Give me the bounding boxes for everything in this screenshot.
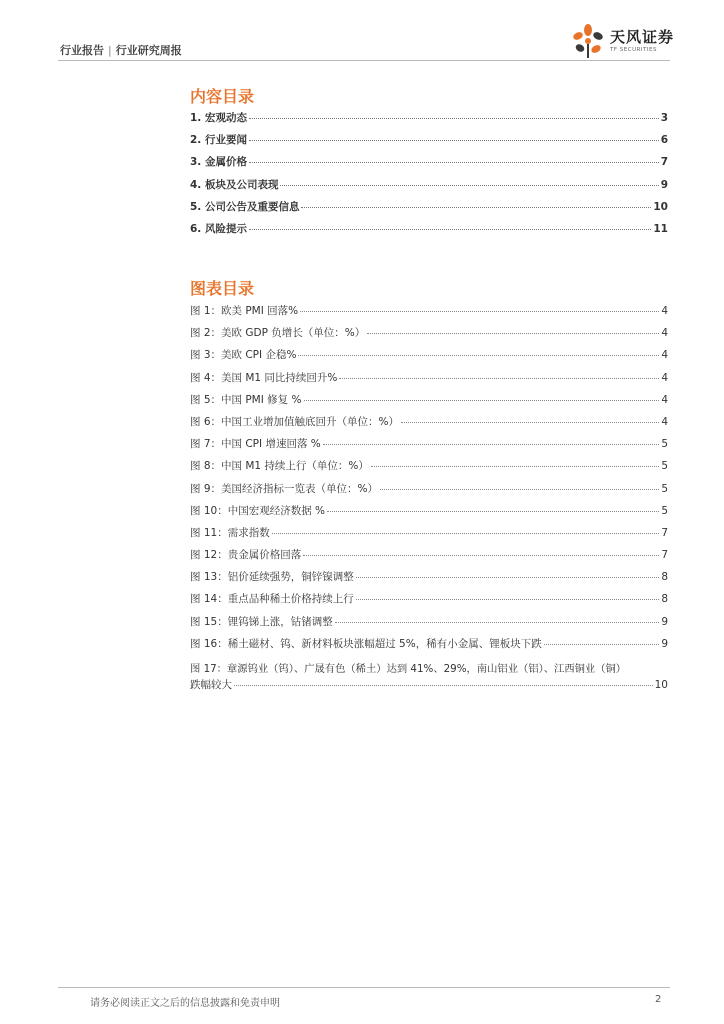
entry-label: 图 5：中国 PMI 修复 % [190, 393, 302, 406]
table-of-contents [190, 110, 668, 243]
dot-leader [249, 229, 651, 230]
entry-page-number: 5 [661, 438, 668, 451]
entry-label: 4. 板块及公司表现 [190, 178, 279, 191]
entry-label: 3. 金属价格 [190, 156, 247, 169]
entry-page-number: 4 [661, 305, 668, 317]
entry-page-number: 10 [654, 679, 668, 691]
entry-page-number: 9 [661, 637, 668, 650]
entry-label: 图 8：中国 M1 持续上行（单位：%） [190, 460, 369, 473]
entry-label: 5. 公司公告及重要信息 [190, 200, 300, 213]
entry-label: 图 10：中国宏观经济数据 % [190, 504, 326, 517]
figure-entry[interactable] [190, 436, 668, 458]
figure-entry[interactable] [190, 481, 668, 503]
entry-page-number: 5 [661, 482, 668, 495]
entry-page-number: 7 [661, 549, 668, 562]
entry-label: 图 16：稀土磁材、钨、新材料板块涨幅超过 5%，稀有小金属、锂板块下跌 [190, 637, 542, 650]
entry-label: 2. 行业要闻 [190, 134, 247, 147]
entry-label-line2: 跌幅较大 [190, 679, 232, 691]
toc-entry[interactable] [190, 221, 668, 243]
toc-entry[interactable] [190, 110, 668, 132]
header-separator: | [108, 44, 112, 57]
entry-label: 图 15：锂钨锑上涨，钴锗调整 [190, 615, 333, 628]
dot-leader [323, 444, 660, 445]
entry-label: 图 4：美国 M1 同比持续回升% [190, 371, 338, 384]
toc-entry[interactable] [190, 177, 668, 199]
toc-entry[interactable] [190, 154, 668, 176]
entry-label: 图 9：美国经济指标一览表（单位：%） [190, 482, 378, 495]
entry-page-number: 10 [653, 200, 668, 213]
toc-title: 内容目录 [190, 87, 255, 106]
dot-leader [356, 599, 660, 600]
figure-entry[interactable] [190, 303, 668, 325]
figure-entry[interactable] [190, 414, 668, 436]
entry-page-number: 4 [661, 349, 668, 362]
header-breadcrumb [60, 42, 182, 58]
figure-entry[interactable] [190, 458, 668, 480]
figure-entry[interactable] [190, 636, 668, 658]
entry-page-number: 3 [660, 112, 668, 124]
entry-label: 图 3：美欧 CPI 企稳% [190, 349, 297, 362]
dot-leader [300, 311, 659, 312]
figure-entry[interactable] [190, 370, 668, 392]
figure-entry[interactable] [190, 547, 668, 569]
entry-label: 图 1：欧美 PMI 回落% [190, 305, 299, 317]
entry-label: 图 13：铝价延续强势，铜锌镍调整 [190, 571, 354, 584]
footer-disclaimer: 请务必阅读正文之后的信息披露和免责申明 [90, 998, 280, 1009]
dot-leader [371, 466, 659, 467]
toc-entry[interactable] [190, 132, 668, 154]
entry-page-number: 9 [661, 615, 668, 628]
header-report-type: 行业研究周报 [115, 44, 182, 57]
entry-page-number: 8 [661, 593, 668, 606]
figure-entry[interactable] [190, 614, 668, 636]
entry-page-number: 7 [661, 526, 668, 539]
dot-leader [356, 577, 660, 578]
footer-divider [58, 987, 670, 988]
entry-page-number: 8 [661, 571, 668, 584]
toc-entry[interactable] [190, 199, 668, 221]
entry-label: 图 11：需求指数 [190, 526, 270, 539]
figure-entry[interactable] [190, 503, 668, 525]
dot-leader [304, 400, 660, 401]
flower-logo-icon [568, 22, 608, 60]
dot-leader [272, 533, 660, 534]
figure-entry[interactable] [190, 325, 668, 347]
dot-leader [234, 685, 653, 686]
figure-entry[interactable] [190, 569, 668, 591]
figure-entry[interactable] [190, 591, 668, 613]
entry-page-number: 7 [660, 156, 668, 169]
logo-text-en: TF SECURITIES [610, 47, 657, 53]
entry-page-number: 4 [661, 393, 668, 406]
dot-leader [544, 644, 660, 645]
entry-label: 图 14：重点品种稀土价格持续上行 [190, 593, 354, 606]
entry-label: 图 17：章源钨业（钨）、广晟有色（稀土）达到 41%、29%，南山铝业（铝）、江西铜业（铜） [190, 663, 627, 675]
header-category: 行业报告 [60, 44, 104, 57]
dot-leader [280, 185, 658, 186]
entry-page-number: 4 [661, 371, 668, 384]
figures-title: 图表目录 [190, 279, 255, 298]
figure-entry[interactable] [190, 392, 668, 414]
dot-leader [401, 422, 659, 423]
header-divider [58, 60, 670, 61]
entry-page-number: 5 [661, 460, 668, 473]
entry-page-number: 4 [661, 327, 668, 340]
page-header [0, 0, 724, 64]
entry-page-number: 6 [660, 134, 668, 147]
entry-label: 6. 风险提示 [190, 222, 247, 235]
figure-entry[interactable] [190, 661, 668, 693]
entry-label: 图 2：美欧 GDP 负增长（单位：%） [190, 327, 366, 340]
dot-leader [249, 140, 659, 141]
entry-label-continued [190, 677, 668, 693]
page-number: 2 [655, 994, 662, 1005]
entry-label: 1. 宏观动态 [190, 112, 247, 124]
figure-entry[interactable] [190, 525, 668, 547]
dot-leader [380, 489, 659, 490]
entry-page-number: 5 [661, 504, 668, 517]
dot-leader [249, 118, 659, 119]
dot-leader [301, 207, 651, 208]
dot-leader [367, 333, 659, 334]
entry-label: 图 7：中国 CPI 增速回落 % [190, 438, 321, 451]
dot-leader [298, 355, 659, 356]
dot-leader [249, 162, 659, 163]
company-logo [568, 22, 676, 60]
list-of-figures [190, 303, 668, 693]
dot-leader [327, 511, 659, 512]
dot-leader [303, 555, 659, 556]
figure-entry[interactable] [190, 347, 668, 369]
entry-page-number: 11 [653, 222, 668, 235]
dot-leader [339, 378, 659, 379]
entry-page-number: 9 [660, 178, 668, 191]
logo-text-cn: 天风证券 [610, 28, 675, 46]
entry-page-number: 4 [661, 415, 668, 428]
entry-label: 图 6：中国工业增加值触底回升（单位：%） [190, 415, 399, 428]
entry-label: 图 12：贵金属价格回落 [190, 549, 302, 562]
dot-leader [335, 622, 660, 623]
